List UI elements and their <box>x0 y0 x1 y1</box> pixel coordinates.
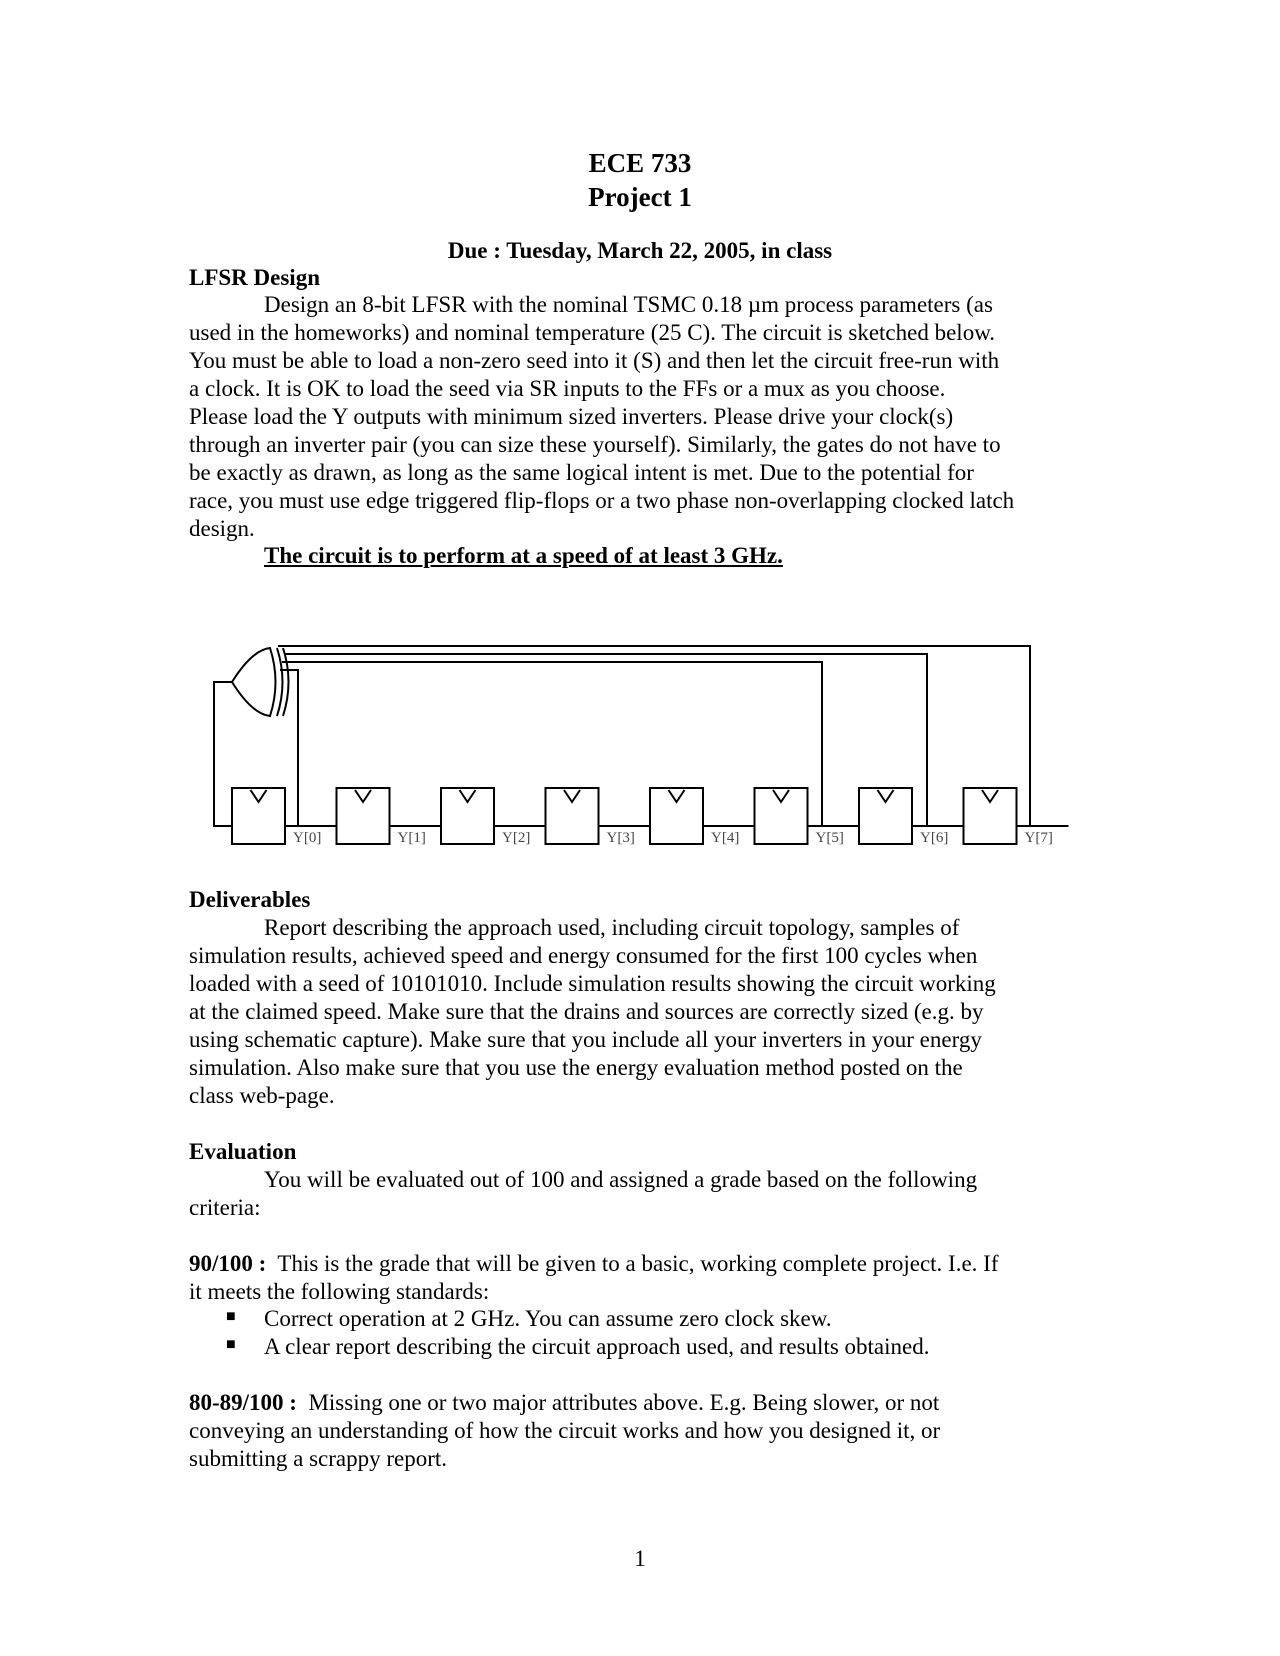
grade-80-text-line: conveying an understanding of how the circuit works and how you designed it, or <box>189 1418 941 1443</box>
xor-gate-input-arc <box>283 648 289 716</box>
grade-90-text-line: it meets the following standards: <box>189 1279 490 1304</box>
output-label: Y[0] <box>293 830 322 846</box>
flip-flop <box>650 788 703 844</box>
grade-80-text: Missing one or two major attributes above. E.g. Being slower, or not <box>308 1390 940 1415</box>
evaluation-para-line: You will be evaluated out of 100 and assigned a grade based on the following <box>264 1167 978 1192</box>
output-label: Y[7] <box>1024 830 1053 846</box>
deliverables-para-line: simulation. Also make sure that you use the energy evaluation method posted on the <box>189 1055 963 1080</box>
speed-requirement: The circuit is to perform at a speed of at least 3 GHz. <box>264 543 783 568</box>
flip-flop <box>232 788 285 844</box>
clock-input-icon <box>669 790 685 802</box>
output-label: Y[3] <box>606 830 635 846</box>
bullet-square-icon: ■ <box>226 1336 236 1353</box>
lfsr-para-line: race, you must use edge triggered flip-flops or a two phase non-overlapping clocked latch <box>189 488 1015 513</box>
flip-flop <box>441 788 494 844</box>
grade-80-label: 80-89/100 : <box>189 1390 297 1415</box>
evaluation-heading: Evaluation <box>189 1139 297 1164</box>
lfsr-para-line: You must be able to load a non-zero seed into it (S) and then let the circuit free-run with <box>189 348 1000 373</box>
deliverables-para-line: simulation results, achieved speed and energy consumed for the first 100 cycles when <box>189 943 978 968</box>
due-date: Due : Tuesday, March 22, 2005, in class <box>447 238 833 263</box>
lfsr-para-line: through an inverter pair (you can size these yourself). Similarly, the gates do not have to <box>189 432 1001 457</box>
clock-input-icon <box>982 790 998 802</box>
lfsr-para-line: used in the homeworks) and nominal temperature (25 C). The circuit is sketched below. <box>189 320 996 345</box>
xor-gate-input-arc <box>277 648 283 716</box>
grade-90-text: This is the grade that will be given to a basic, working complete project. I.e. If <box>277 1251 999 1276</box>
grade-80-line <box>189 1389 939 1417</box>
clock-input-icon <box>355 790 371 802</box>
lfsr-heading: LFSR Design <box>189 265 320 290</box>
flip-flop <box>755 788 808 844</box>
flip-flop <box>859 788 912 844</box>
flip-flop <box>546 788 599 844</box>
deliverables-para-line: class web-page. <box>189 1083 335 1108</box>
xor-gate <box>232 648 276 716</box>
deliverables-para-line: loaded with a seed of 10101010. Include simulation results showing the circuit working <box>189 971 996 996</box>
clock-input-icon <box>878 790 894 802</box>
course-title: ECE 733 <box>588 148 692 178</box>
flip-flop <box>337 788 390 844</box>
output-label: Y[6] <box>920 830 949 846</box>
lfsr-para-line: Please load the Y outputs with minimum sized inverters. Please drive your clock(s) <box>189 404 954 429</box>
deliverables-para-line: Report describing the approach used, including circuit topology, samples of <box>264 915 960 940</box>
bullet-square-icon: ■ <box>226 1308 236 1325</box>
clock-input-icon <box>460 790 476 802</box>
tap-wire-y6 <box>284 654 927 826</box>
lfsr-para-line: be exactly as drawn, as long as the same logical intent is met. Due to the potential for <box>189 460 974 485</box>
output-label: Y[4] <box>711 830 740 846</box>
project-title: Project 1 <box>588 182 692 212</box>
clock-input-icon <box>773 790 789 802</box>
lfsr-para-line: design. <box>189 516 255 541</box>
grade-90-label: 90/100 : <box>189 1251 267 1276</box>
lfsr-para-line: a clock. It is OK to load the seed via SR inputs to the FFs or a mux as you choose. <box>189 376 946 401</box>
deliverables-para-line: using schematic capture). Make sure that you include all your inverters in your energy <box>189 1027 982 1052</box>
evaluation-para-line: criteria: <box>189 1195 261 1220</box>
lfsr-para-line: Design an 8-bit LFSR with the nominal TSMC 0.18 µm process parameters (as <box>264 292 993 317</box>
grade-80-text-line: submitting a scrappy report. <box>189 1446 448 1471</box>
feedback-wire <box>214 682 232 826</box>
bullet-item: Correct operation at 2 GHz. You can assume zero clock skew. <box>264 1306 832 1331</box>
tap-wire-y7 <box>278 646 1030 826</box>
lfsr-circuit-diagram <box>0 630 1280 870</box>
output-label: Y[5] <box>815 830 844 846</box>
clock-input-icon <box>251 790 267 802</box>
output-label: Y[2] <box>502 830 531 846</box>
deliverables-heading: Deliverables <box>189 887 311 912</box>
flip-flop <box>964 788 1017 844</box>
bullet-item: A clear report describing the circuit approach used, and results obtained. <box>264 1334 930 1359</box>
grade-90-line <box>189 1250 999 1278</box>
page-number: 1 <box>634 1546 646 1571</box>
clock-input-icon <box>564 790 580 802</box>
deliverables-para-line: at the claimed speed. Make sure that the drains and sources are correctly sized (e.g. by <box>189 999 984 1024</box>
output-label: Y[1] <box>397 830 426 846</box>
